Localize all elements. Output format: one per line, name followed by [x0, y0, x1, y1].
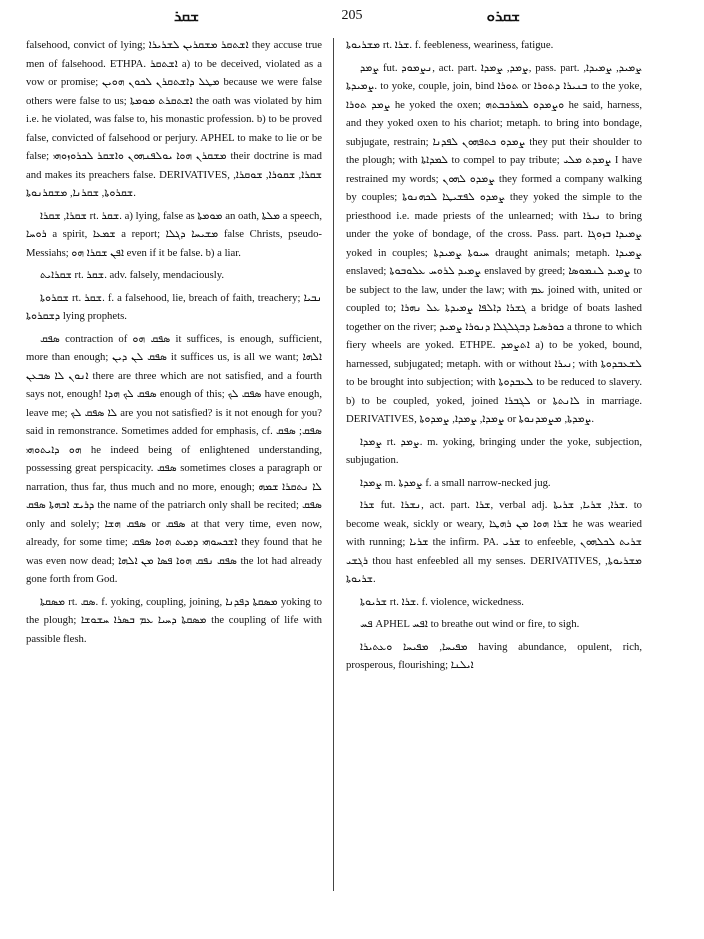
dictionary-entry: falsehood, convict of lying; ܐܫܬܩܪ ܡܫܩܪܝܢ ܠܫܪܝܪܐ they accuse true men of falsehood. ETHPA. ܐܫܬܩܪ a) to be deceived, violated as a vow or promise; ܡܛܠ ܕܐܫܬܩܪܢ ܠܟܘܢ ܗܘܝܢ because we were false others were false to us; ܐܫܬܩܪܬ ܡܘܡܬܐ the oath was violated by him i.e. he violated, was false to, his monastic profession. b) to be proved false, convicted of falsehood or perjury. APHEL to make to lie or be false; ܡܫܩܪܢ ܗܘܐ ܝܘܠܦܢܗܘܢ ܘܐܫܩܪ ܠܟܪܘܙܘܗܝ their doctrine is mad and makes its preachers false. DERIVATIVES, ܫܩܪܐ, ܫܩܘܪܐ, ܫܘܩܪܐ, ܫܩܪܘܬܐ, ܫܩܪܢܐ, ܡܫܩܪܢܘܬܐ.: [26, 39, 322, 199]
column-divider: [333, 38, 334, 891]
dictionary-entry: ܡܣܩܬܐ rt. ܣܩ. f. yoking, coupling, joining, ܡܣܩܬܐ ܕܦܕܢܐ yoking to the plough; ܡܣܩܬܐ ܕܚܝܐ ܥܡ ܒܣܪܐ ܚܫܘܫܐ the coupling of life with passible flesh.: [26, 595, 323, 645]
page-header: [24, 8, 680, 30]
left-column: [26, 36, 322, 652]
dictionary-entry: ܣܦܩ contraction of ܣܦܩ ܗܘ it suffices, is enough, sufficient, more than enough; ܣܦܩ ܠܢ ܕܝܢ it suffices us, is all we want; ܐܠܗܐ ܐܢܘܢ ܠܐ ܣܒܥܢ there are three which are not satisfied, and a fourth says not, enough! ܣܦܩ ܠܟ ܗܕܐ enough of this; ܣܦܩ ܠܟ have enough, leave me; ܠܐ ܣܦܩ ܠܟ are you not satisfied? is it not enough for you? said in remonstrance. Sometimes added for emphasis, cf. ܣܦܩ; ܣܦܩ ܗܘ ܕܐܝܬܘܗܝ he indeed being of enlightened understanding, possessing great perspicacity. ܣܦܩ sometimes closes a paragraph or narration, thus far, thus much and no more, enough; ܠܐ ܢܬܩܪܐ ܫܡܗ ܕܪܝܫ ܐܒܗܬܐ ܣܦܩ the name of the patriarch only shall be recited; ܣܦܩ only and solely; ܣܦܩ ܗܫܐ or ܣܦܩ at that very time, even now, already, for some time; ܐܫܟܚܘܗܝ ܕܡܝܬ ܗܘܐ ܣܦܩ they found that he was even now dead; ܣܦܩ ܢܦܩ ܗܘܐ ܦܣܐ ܡܢ ܐܠܗܐ the lot had already gone forth from God.: [26, 332, 323, 585]
dictionary-entry: ܨܡܕܐ rt. ܨܡܕ. m. yoking, bringing under the yoke, subjection, subjugation.: [346, 435, 643, 466]
dictionary-entry: ܡܫܪܝܘܬܐ rt. ܫܪܐ. f. feebleness, weariness, fatigue.: [346, 39, 554, 51]
dictionary-entry: ܫܪܐ fut. ܢܫܪܐ, act. part. ܫܪܐ, verbal adj. ܫܪܐ, ܫܪܝܐ, ܫܪܝܬܐ. to become weak, sickly or weary, ܫܪܐ ܗܘܐ ܡܢ ܪܗܛܐ he was wearied with running; ܫܪܝܐ the infirm. PA. ܫܪܝ to enfeeble, ܫܪܝܬ ܠܟܠܗܘܢ ܪܓܫܝ thou hast enfeebled all my senses. DERIVATIVES, ܡܫܪܝܘܬܐ, ܫܪܝܘܬܐ.: [346, 499, 643, 585]
page-number: 205: [341, 8, 363, 23]
dictionary-entry: ܫܩܪܐ, ܫܩܪܐ rt. ܫܩܪ. a) lying, false as ܡܘܡܬܐ an oath, ܡܠܬܐ a speech, ܪܘܚܐ a spirit, ܫܡܥܐ a report; ܡܫܝܚܐ ܕܓܠܐ false Christs, pseudo-Messiahs; ܐܦܢ ܫܩܪܐ ܗܘ even if it be false. b) a liar.: [26, 209, 322, 259]
header-right-word: ܫܩܪܘ: [486, 9, 520, 25]
dictionary-entry: ܨܡܕ fut. ܢܨܡܘܕ, act. part. ܨܡܕ, ܨܡܕܐ, pass. part. ܨܡܝܕ, ܨܡܝܕܐ, ܨܡܝܕܬܐ. to yoke, couple, join, bind ܬܘܪܐ or ܒܢܝܪܐ ܕܬܘܪܐ to the yoke, ܨܡܕ ܬܘܪܐ he yoked the oxen; ܘܨܡܕܘ ܠܡܪܟܒܬܗ he said, harness, and they yoked oxen to his chariot; metaph. to bring into bondage, subjugate, restrain; ܨܡܕܘ ܟܬܦܗܘܢ ܠܦܕܢܐ they put their shoulder to the plough; with ܠܡܕܐܬܐ to compel to pay tribute; ܨܡܕܬ ܡܠܝ I have restrained my words; ܨܡܕܘ ܠܗܘܢ they formed a company walking by couples; ܨܡܕܘ ܠܦܫܝܛܐ ܠܟܗܢܘܬܐ they yoked the simple to the priesthood i.e. made priests of the unlearned; with ܢܝܪܐ to bring under the yoke of bondage, of the cross. Pass. part. ܨܡܝܕܐ ܒܙܘܓܐ yoked in couples; ܚܝܘܬܐ ܨܡܝܕܬܐ draught animals; metaph. ܨܡܝܕܐ enslaved; ܨܡܝܕ ܠܪܘܚ ܥܠܘܒܘܬܐ enslaved by greed; ܨܡܝܕ ܠܢܡܘܣܐ to be subject to the law, under the law; with ܥܡ joined with, united or coupled to; ܓܫܪܐ ܕܐܠܦܐ ܨܡܝܕܬܐ ܥܠ ܢܗܪܐ a bridge of boats lashed together on the river; ܟܘܪܣܝܐ ܕܒܓܠܓܠܐ ܕܢܘܪܐ ܨܡܝܕ a throne to which fiery wheels are yoked. ETHPE. ܐܬܨܡܕ a) to be yoked, bound, harnessed, subjugated; metaph. with or without ܢܝܪܐ; with ܠܫܥܒܕܘܬܐ to be brought into subjection; with ܠܥܒܕܘܬܐ to be reduced to slavery. b) to be coupled, yoked, joined ܠܓܒܪܐ or ܠܐܢܬܬܐ in marriage. DERIVATIVES, ܨܡܕܐ, ܨܡܕܐ, ܨܡܕܘܬܐ or ܨܡܕܬܐ, ܡܨܡܕܢܘܬܐ.: [346, 61, 643, 425]
dictionary-entry: ܫܪܝܘܬܐ rt. ܫܪܐ. f. violence, wickedness.: [360, 595, 524, 608]
dictionary-entry: ܦܚ APHEL ܐܦܚ to breathe out wind or fire, to sigh.: [360, 618, 580, 630]
header-left-word: ܫܩܪ: [174, 9, 199, 25]
dictionary-entry: ܫܩܪܘܬܐ rt. ܫܩܪ. f. a falsehood, lie, breach of faith, treachery; ܢܒܝܐ ܕܫܩܪܘܬܐ lying prophets.: [26, 291, 323, 322]
dictionary-entry: ܨܡܕܐ m. ܨܡܕܬܐ f. a small narrow-necked jug.: [360, 476, 551, 489]
dictionary-entry: ܫܩܪܐܝܬ rt. ܫܩܪ. adv. falsely, mendaciously.: [40, 269, 225, 281]
dictionary-entry: ܡܦܝܚܐ, ܡܦܝܚܐ ܘܥܬܝܪܐ having abundance, opulent, rich, prosperous, flourishing; ܐܝܠܢܐ: [346, 640, 642, 671]
right-column: [346, 36, 642, 679]
